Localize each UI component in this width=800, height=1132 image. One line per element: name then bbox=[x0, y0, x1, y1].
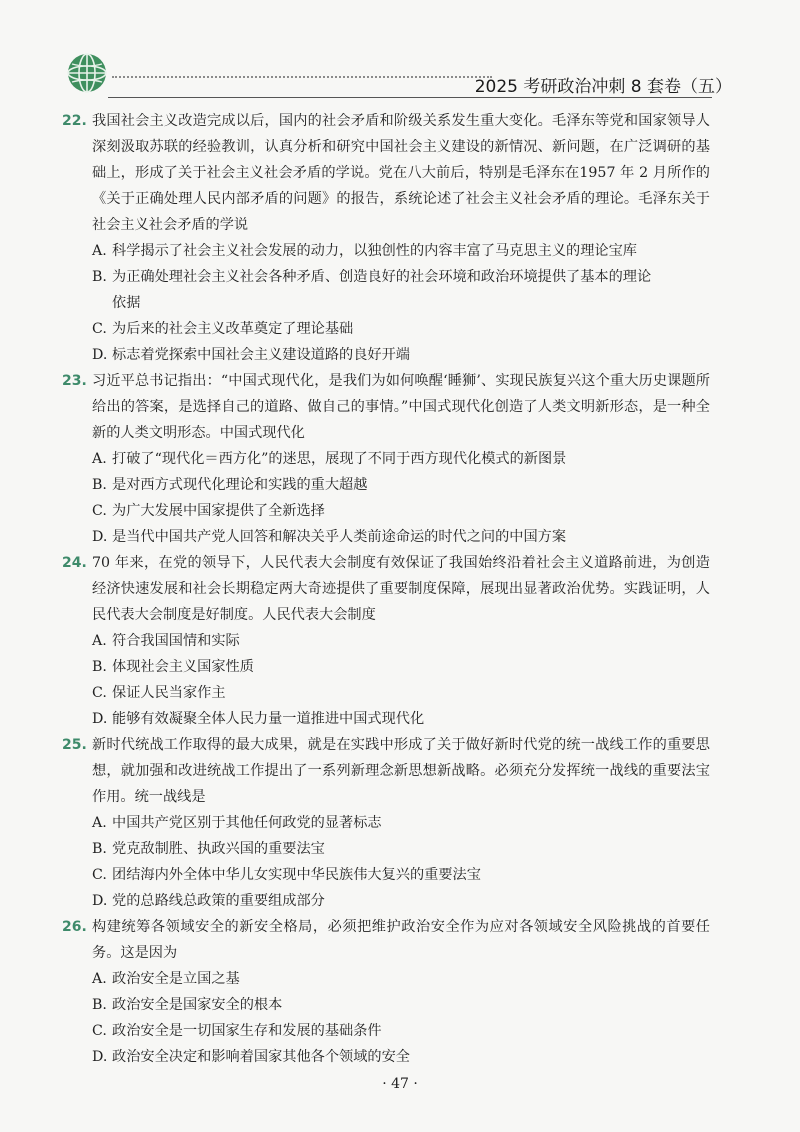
option-a bbox=[70, 810, 710, 836]
question-text: 70 年来，在党的领导下，人民代表大会制度有效保证了我国始终沿着社会主义道路前进，为创造经济快速发展和社会长期稳定两大奇迹提供了重要制度保障，展现出显著政治优势。实践证明，人民代表大会制度是好制度。人民代表大会制度 bbox=[92, 555, 710, 623]
option-d bbox=[70, 706, 710, 732]
option-label: B. bbox=[92, 997, 107, 1013]
option-text: 政治安全是一切国家生存和发展的基础条件 bbox=[112, 1023, 382, 1039]
question-text: 构建统筹各领域安全的新安全格局，必须把维护政治安全作为应对各领域安全风险挑战的首要任务。这是因为 bbox=[92, 919, 710, 961]
option-c bbox=[70, 862, 710, 888]
question-25 bbox=[62, 732, 710, 914]
option-label: B. bbox=[92, 477, 107, 493]
option-label: D. bbox=[92, 347, 108, 363]
option-label: B. bbox=[92, 659, 107, 675]
question-list bbox=[62, 108, 710, 1070]
option-label: A. bbox=[92, 971, 107, 987]
question-23 bbox=[62, 368, 710, 550]
option-text: 符合我国国情和实际 bbox=[112, 633, 240, 649]
question-stem bbox=[62, 732, 710, 810]
option-text: 中国共产党区别于其他任何政党的显著标志 bbox=[112, 815, 382, 831]
option-c bbox=[70, 1018, 710, 1044]
question-stem bbox=[62, 368, 710, 446]
header-rule bbox=[108, 97, 712, 98]
option-text: 党的总路线总政策的重要组成部分 bbox=[112, 893, 325, 909]
option-text: 是对西方式现代化理论和实践的重大超越 bbox=[112, 477, 368, 493]
question-number: 22. bbox=[62, 113, 87, 129]
option-label: C. bbox=[92, 867, 107, 883]
option-label: C. bbox=[92, 503, 107, 519]
option-a bbox=[70, 446, 710, 472]
option-text: 为后来的社会主义改革奠定了理论基础 bbox=[112, 321, 354, 337]
header-title: 2025 考研政治冲刺 8 套卷（五） bbox=[474, 77, 732, 97]
option-text: 为正确处理社会主义社会各种矛盾、创造良好的社会环境和政治环境提供了基本的理论 bbox=[112, 269, 652, 285]
option-text: 是当代中国共产党人回答和解决关乎人类前途命运的时代之问的中国方案 bbox=[112, 529, 567, 545]
option-text: 政治安全是国家安全的根本 bbox=[112, 997, 283, 1013]
option-b bbox=[70, 992, 710, 1018]
option-text: 标志着党探索中国社会主义建设道路的良好开端 bbox=[112, 347, 410, 363]
option-label: D. bbox=[92, 529, 108, 545]
option-label: C. bbox=[92, 685, 107, 701]
option-label: A. bbox=[92, 451, 107, 467]
page-header bbox=[0, 0, 800, 100]
option-text: 政治安全决定和影响着国家其他各个领域的安全 bbox=[112, 1049, 410, 1065]
question-22 bbox=[62, 108, 710, 368]
question-26 bbox=[62, 914, 710, 1070]
option-label: B. bbox=[92, 841, 107, 857]
option-label: D. bbox=[92, 893, 108, 909]
option-text: 体现社会主义国家性质 bbox=[112, 659, 254, 675]
option-a bbox=[70, 966, 710, 992]
option-text: 打破了“现代化＝西方化”的迷思，展现了不同于西方现代化模式的新图景 bbox=[112, 451, 567, 467]
option-label: A. bbox=[92, 243, 107, 259]
page-number: · 47 · bbox=[382, 1076, 418, 1092]
option-d bbox=[70, 888, 710, 914]
option-text: 能够有效凝聚全体人民力量一道推进中国式现代化 bbox=[112, 711, 425, 727]
question-stem bbox=[62, 550, 710, 628]
option-c bbox=[70, 680, 710, 706]
option-label: C. bbox=[92, 1023, 107, 1039]
globe-logo-icon bbox=[66, 52, 108, 94]
option-b bbox=[70, 472, 710, 498]
option-label: D. bbox=[92, 1049, 108, 1065]
option-text: 保证人民当家作主 bbox=[112, 685, 226, 701]
option-text: 团结海内外全体中华儿女实现中华民族伟大复兴的重要法宝 bbox=[112, 867, 481, 883]
option-a bbox=[70, 238, 710, 264]
option-label: B. bbox=[92, 269, 107, 285]
option-text: 科学揭示了社会主义社会发展的动力，以独创性的内容丰富了马克思主义的理论宝库 bbox=[112, 243, 637, 259]
option-a bbox=[70, 628, 710, 654]
question-number: 25. bbox=[62, 737, 87, 753]
question-stem bbox=[62, 914, 710, 966]
option-label: A. bbox=[92, 633, 107, 649]
option-text: 党克敌制胜、执政兴国的重要法宝 bbox=[112, 841, 325, 857]
option-text: 政治安全是立国之基 bbox=[112, 971, 240, 987]
header-dotted-divider bbox=[112, 76, 492, 78]
question-number: 23. bbox=[62, 373, 87, 389]
option-label: D. bbox=[92, 711, 108, 727]
option-b bbox=[70, 264, 710, 316]
option-text-continued: 依据 bbox=[112, 295, 141, 311]
option-label: C. bbox=[92, 321, 107, 337]
option-d bbox=[70, 524, 710, 550]
option-b bbox=[70, 654, 710, 680]
option-d bbox=[70, 342, 710, 368]
option-c bbox=[70, 498, 710, 524]
question-stem bbox=[62, 108, 710, 238]
option-d bbox=[70, 1044, 710, 1070]
question-text: 我国社会主义改造完成以后，国内的社会矛盾和阶级关系发生重大变化。毛泽东等党和国家领导人深刻汲取苏联的经验教训，认真分析和研究中国社会主义建设的新情况、新问题，在广泛调研的基础上，形成了关于社会主义社会矛盾的学说。党在八大前后，特别是毛泽东在1957 年 2 月所作的《关于正确处理人民内部矛盾的问题》的报告，系统论述了社会主义社会矛盾的理论。毛泽东关于社会主义社会矛盾的学说 bbox=[92, 113, 710, 233]
question-text: 习近平总书记指出：“中国式现代化，是我们为如何唤醒‘睡狮’、实现民族复兴这个重大历史课题所给出的答案，是选择自己的道路、做自己的事情。”中国式现代化创造了人类文明新形态，是一种全新的人类文明形态。中国式现代化 bbox=[92, 373, 710, 441]
question-24 bbox=[62, 550, 710, 732]
question-number: 26. bbox=[62, 919, 87, 935]
option-label: A. bbox=[92, 815, 107, 831]
question-text: 新时代统战工作取得的最大成果，就是在实践中形成了关于做好新时代党的统一战线工作的重要思想，就加强和改进统战工作提出了一系列新理念新思想新战略。必须充分发挥统一战线的重要法宝作用。统一战线是 bbox=[92, 737, 710, 805]
option-text: 为广大发展中国家提供了全新选择 bbox=[112, 503, 325, 519]
option-c bbox=[70, 316, 710, 342]
option-b bbox=[70, 836, 710, 862]
question-number: 24. bbox=[62, 555, 87, 571]
